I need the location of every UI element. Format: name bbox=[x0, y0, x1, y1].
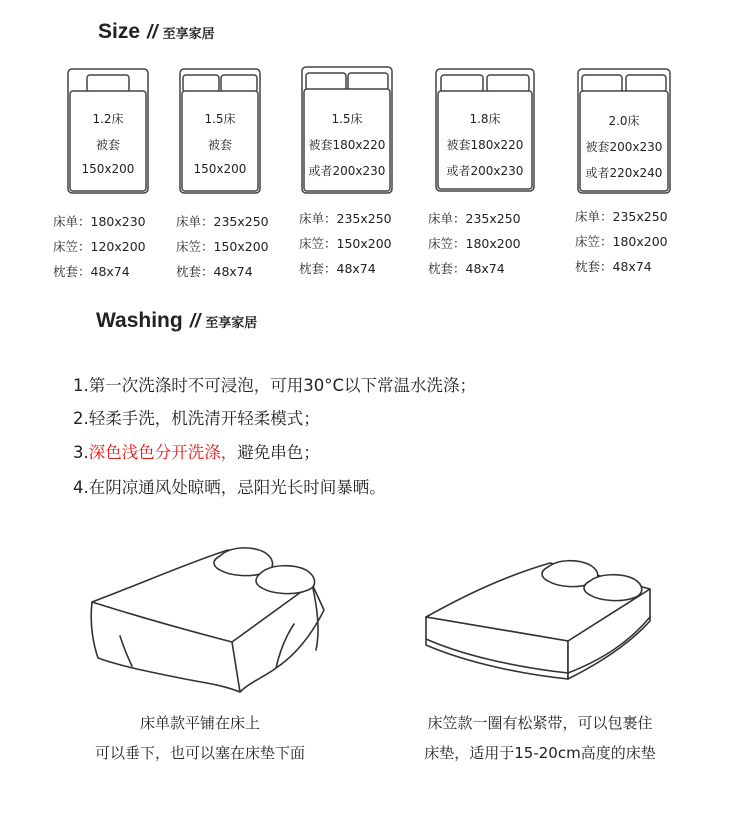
bed-duvet-label: 被套180x220 bbox=[308, 138, 386, 152]
bed-duvet-label: 被套200x230 bbox=[585, 140, 663, 154]
spec-list-2 bbox=[176, 209, 269, 284]
bed-duvet-label: 被套180x220 bbox=[446, 138, 524, 152]
sheet-size: 床单：235x250 bbox=[176, 214, 269, 229]
bed-outline-icon bbox=[178, 68, 262, 196]
pillowcase-size: 枕套：48x74 bbox=[428, 261, 505, 276]
bed-duvet-size: 150x200 bbox=[193, 162, 247, 176]
bed-duvet-label: 被套 bbox=[95, 138, 120, 152]
fitted-sheet-size: 床笠：180x200 bbox=[428, 236, 521, 251]
flat-caption-line-2: 可以垂下，也可以塞在床垫下面 bbox=[94, 744, 305, 762]
bed-duvet-label: 被套 bbox=[207, 138, 232, 152]
bed-duvet-size: 或者220x240 bbox=[585, 166, 663, 180]
bed-size-label: 1.2床 bbox=[92, 112, 124, 126]
bed-size-label: 1.5床 bbox=[331, 112, 363, 126]
instruction-rest: 避免串色； bbox=[237, 443, 320, 462]
fitted-sheet-illustration bbox=[418, 555, 668, 685]
flat-sheet-caption bbox=[65, 708, 335, 768]
bed-diagram-1-5b bbox=[300, 66, 394, 196]
sheet-size: 床单：235x250 bbox=[299, 211, 392, 226]
washing-instruction-1: 1.第一次洗涤时不可浸泡，可用30°C以下常温水洗涤； bbox=[73, 376, 477, 395]
size-section-title bbox=[98, 20, 215, 44]
highlight-text: 深色浅色分开洗涤， bbox=[88, 443, 238, 462]
fitted-caption-line-2: 床垫，适用于15-20cm高度的床垫 bbox=[424, 744, 656, 762]
washing-instruction-4: 4.在阴凉通风处晾晒，忌阳光长时间暴晒。 bbox=[73, 478, 386, 497]
title-separator: // bbox=[189, 311, 201, 332]
flat-caption-line-1: 床单款平铺在床上 bbox=[139, 714, 260, 732]
washing-section-title bbox=[96, 309, 257, 333]
bed-size-label: 1.8床 bbox=[469, 112, 501, 126]
title-separator: // bbox=[147, 22, 158, 43]
size-title: Size bbox=[98, 20, 141, 43]
bed-duvet-size: 150x200 bbox=[81, 162, 135, 176]
fitted-caption-line-1: 床笠款一圈有松紧带，可以包裹住 bbox=[427, 714, 653, 732]
bed-duvet-size: 或者200x230 bbox=[308, 164, 386, 178]
brand-name: 至享家居 bbox=[162, 27, 215, 42]
pillowcase-size: 枕套：48x74 bbox=[176, 264, 253, 279]
pillowcase-size: 枕套：48x74 bbox=[575, 259, 652, 274]
bed-duvet-size: 或者200x230 bbox=[446, 164, 524, 178]
washing-instruction-2: 2.轻柔手洗，机洗清开轻柔模式； bbox=[73, 409, 320, 428]
pillowcase-size: 枕套：48x74 bbox=[53, 264, 130, 279]
spec-list-4 bbox=[428, 206, 521, 281]
flat-sheet-illustration bbox=[80, 540, 330, 700]
sheet-size: 床单：235x250 bbox=[575, 209, 668, 224]
fitted-sheet-size: 床笠：150x200 bbox=[299, 236, 392, 251]
bed-diagram-1-2 bbox=[66, 68, 150, 196]
bed-diagram-2-0 bbox=[576, 68, 672, 196]
fitted-sheet-size: 床笠：120x200 bbox=[53, 239, 146, 254]
bed-size-label: 1.5床 bbox=[204, 112, 236, 126]
spec-list-1 bbox=[53, 209, 146, 284]
instruction-number: 3. bbox=[73, 443, 89, 462]
spec-list-3 bbox=[299, 206, 392, 281]
washing-title: Washing bbox=[96, 309, 183, 332]
bed-size-label: 2.0床 bbox=[608, 114, 640, 128]
fitted-sheet-caption bbox=[395, 708, 685, 768]
washing-instruction-3 bbox=[73, 439, 320, 463]
spec-list-5 bbox=[575, 204, 668, 279]
bed-outline-icon bbox=[66, 68, 150, 196]
sheet-size: 床单：235x250 bbox=[428, 211, 521, 226]
bed-diagram-1-8 bbox=[434, 68, 536, 194]
sheet-size: 床单：180x230 bbox=[53, 214, 146, 229]
fitted-sheet-size: 床笠：150x200 bbox=[176, 239, 269, 254]
fitted-sheet-size: 床笠：180x200 bbox=[575, 234, 668, 249]
pillowcase-size: 枕套：48x74 bbox=[299, 261, 376, 276]
bed-diagram-1-5a bbox=[178, 68, 262, 196]
brand-name: 至享家居 bbox=[205, 316, 258, 331]
